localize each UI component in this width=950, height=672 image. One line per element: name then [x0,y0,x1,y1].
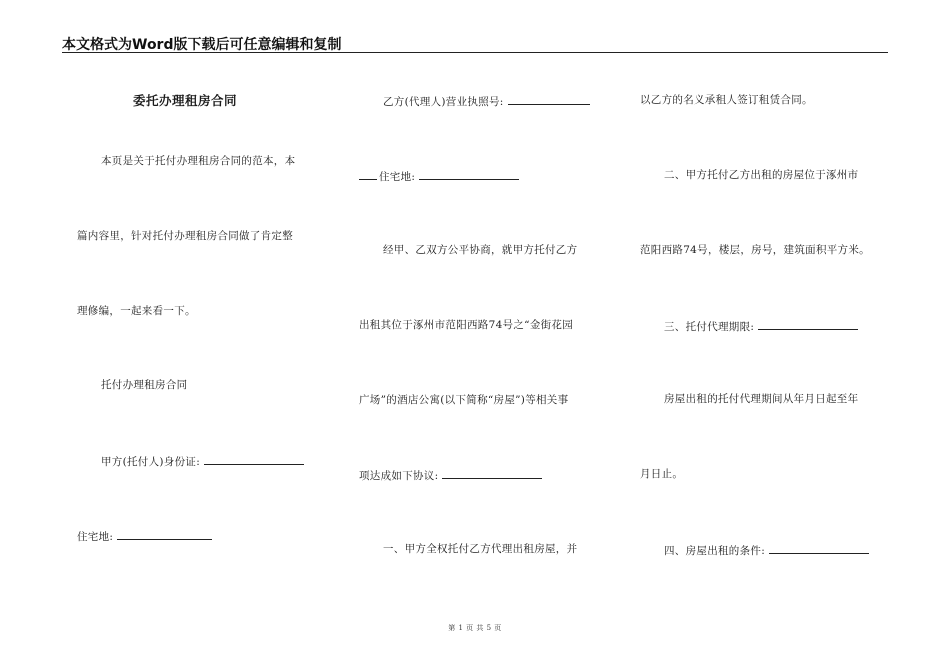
header-text: 本文格式为Word版下载后可任意编辑和复制 [62,37,342,53]
clause-3-label: 三、托付代理期限: [664,321,755,333]
party-a-id-blank [204,453,304,465]
clause-3-blank [758,318,858,330]
party-a-id-line [101,453,304,469]
license-line [383,93,590,109]
address-line-2 [359,168,519,184]
para-line-4 [359,467,542,483]
address-2-blank [419,168,519,180]
intro-line-2: 篇内容里，针对托付办理租房合同做了肯定整 [77,230,293,242]
clause-4-label: 四、房屋出租的条件: [664,545,766,557]
clause-3-line-b: 月日止。 [640,468,684,480]
address-line-1 [77,528,212,544]
para-line-1: 经甲、乙双方公平协商，就甲方托付乙方 [383,244,578,256]
contract-subtitle: 托付办理租房合同 [101,379,188,391]
clause-1-line: 一、甲方全权托付乙方代理出租房屋，并 [383,543,578,555]
license-blank [508,93,590,105]
para-4-blank [442,467,542,479]
address-1-blank [117,528,212,540]
party-a-id-label: 甲方(托付人)身份证: [101,456,201,468]
para-line-2: 出租其位于涿州市范阳西路74号之“金街花园 [359,319,574,331]
clause-4-blank [769,542,869,554]
document-header [62,30,888,53]
clause-3-line [664,318,858,334]
license-label: 乙方(代理人)营业执照号: [383,96,504,108]
clause-3-line-a: 房屋出租的托付代理期间从年月日起至年 [664,393,859,405]
para-line-3: 广场”的酒店公寓(以下简称“房屋”)等相关事 [359,394,569,406]
intro-line-1: 本页是关于托付办理租房合同的范本，本 [101,155,296,167]
clause-1-continued: 以乙方的名义承租人签订租赁合同。 [640,94,813,106]
para-4-label: 项达成如下协议: [359,470,439,482]
contract-title: 委托办理租房合同 [133,93,238,108]
clause-4-line [664,542,869,558]
address-1-label: 住宅地: [77,531,114,543]
address-2-prefix-blank [359,168,377,180]
page-number: 第 1 页 共 5 页 [448,624,502,632]
clause-2-line-b: 范阳西路74号，楼层，房号，建筑面积平方米。 [640,244,870,256]
clause-2-line-a: 二、甲方托付乙方出租的房屋位于涿州市 [664,169,859,181]
intro-line-3: 理修编，一起来看一下。 [77,305,196,317]
address-2-label: 住宅地: [379,171,416,183]
